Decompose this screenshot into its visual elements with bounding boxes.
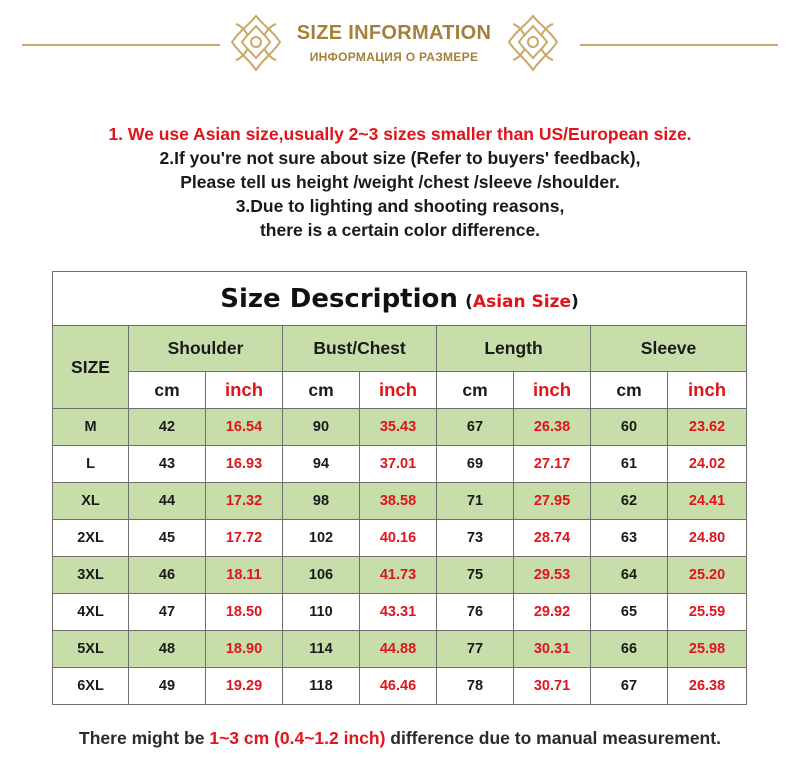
note-line-4: 3.Due to lighting and shooting reasons, — [235, 196, 565, 216]
caption-close-paren: ) — [571, 292, 579, 312]
table-caption — [53, 272, 747, 326]
cm-value-cell: 64 — [591, 557, 668, 594]
cm-value-cell: 44 — [129, 483, 206, 520]
size-label-cell: L — [53, 446, 129, 483]
ornament-right-icon — [503, 12, 563, 74]
inch-value-cell: 24.80 — [668, 520, 747, 557]
cm-value-cell: 78 — [437, 668, 514, 705]
unit-inch: inch — [668, 372, 747, 409]
size-label-cell: 4XL — [53, 594, 129, 631]
header-title-ru: ИНФОРМАЦИЯ О РАЗМЕРЕ — [309, 50, 479, 64]
inch-value-cell: 24.41 — [668, 483, 747, 520]
header-divider-left — [22, 44, 220, 46]
cm-value-cell: 102 — [283, 520, 360, 557]
inch-value-cell: 17.72 — [206, 520, 283, 557]
inch-value-cell: 26.38 — [668, 668, 747, 705]
size-label-cell: 3XL — [53, 557, 129, 594]
cm-value-cell: 48 — [129, 631, 206, 668]
table-row — [53, 668, 747, 705]
cm-value-cell: 94 — [283, 446, 360, 483]
cm-value-cell: 42 — [129, 409, 206, 446]
unit-cm: cm — [437, 372, 514, 409]
inch-value-cell: 43.31 — [360, 594, 437, 631]
inch-value-cell: 25.20 — [668, 557, 747, 594]
cm-value-cell: 67 — [591, 668, 668, 705]
cm-value-cell: 106 — [283, 557, 360, 594]
inch-value-cell: 30.71 — [514, 668, 591, 705]
group-header-sleeve: Sleeve — [591, 326, 747, 372]
unit-cm: cm — [283, 372, 360, 409]
inch-value-cell: 19.29 — [206, 668, 283, 705]
cm-value-cell: 98 — [283, 483, 360, 520]
cm-value-cell: 73 — [437, 520, 514, 557]
note-line-5: there is a certain color difference. — [259, 220, 541, 240]
measurement-disclaimer — [0, 728, 800, 749]
group-header-length: Length — [437, 326, 591, 372]
note-line-1: 1. We use Asian size,usually 2~3 sizes smaller than US/European size. — [108, 124, 692, 144]
table-row — [53, 594, 747, 631]
table-row — [53, 483, 747, 520]
size-label-cell: 5XL — [53, 631, 129, 668]
inch-value-cell: 44.88 — [360, 631, 437, 668]
cm-value-cell: 71 — [437, 483, 514, 520]
inch-value-cell: 30.31 — [514, 631, 591, 668]
cm-value-cell: 46 — [129, 557, 206, 594]
inch-value-cell: 23.62 — [668, 409, 747, 446]
inch-value-cell: 17.32 — [206, 483, 283, 520]
size-label-cell: M — [53, 409, 129, 446]
inch-value-cell: 29.53 — [514, 557, 591, 594]
disclaimer-highlight: 1~3 cm (0.4~1.2 inch) — [209, 728, 386, 748]
unit-inch: inch — [360, 372, 437, 409]
table-unit-row — [53, 372, 747, 409]
cm-value-cell: 66 — [591, 631, 668, 668]
cm-value-cell: 77 — [437, 631, 514, 668]
header-title-en: SIZE INFORMATION — [296, 22, 492, 44]
size-table-container — [52, 271, 746, 705]
cm-value-cell: 63 — [591, 520, 668, 557]
cm-value-cell: 65 — [591, 594, 668, 631]
cm-value-cell: 61 — [591, 446, 668, 483]
caption-open-paren: ( — [465, 292, 473, 312]
size-notes — [0, 122, 800, 242]
size-header-cell: SIZE — [53, 326, 129, 409]
inch-value-cell: 38.58 — [360, 483, 437, 520]
caption-main: Size Description — [220, 284, 458, 314]
inch-value-cell: 25.59 — [668, 594, 747, 631]
inch-value-cell: 35.43 — [360, 409, 437, 446]
cm-value-cell: 114 — [283, 631, 360, 668]
caption-sub: Asian Size — [472, 292, 572, 312]
cm-value-cell: 49 — [129, 668, 206, 705]
unit-inch: inch — [514, 372, 591, 409]
header-divider-right — [580, 44, 778, 46]
table-row — [53, 409, 747, 446]
size-table — [52, 271, 747, 705]
cm-value-cell: 60 — [591, 409, 668, 446]
unit-cm: cm — [591, 372, 668, 409]
cm-value-cell: 118 — [283, 668, 360, 705]
inch-value-cell: 41.73 — [360, 557, 437, 594]
group-header-shoulder: Shoulder — [129, 326, 283, 372]
inch-value-cell: 18.11 — [206, 557, 283, 594]
table-row — [53, 446, 747, 483]
table-row — [53, 520, 747, 557]
inch-value-cell: 46.46 — [360, 668, 437, 705]
table-caption-row — [53, 272, 747, 326]
note-line-2: 2.If you're not sure about size (Refer to buyers' feedback), — [159, 148, 641, 168]
ornament-left-icon — [226, 12, 286, 74]
cm-value-cell: 62 — [591, 483, 668, 520]
cm-value-cell: 43 — [129, 446, 206, 483]
inch-value-cell: 27.17 — [514, 446, 591, 483]
inch-value-cell: 18.90 — [206, 631, 283, 668]
cm-value-cell: 45 — [129, 520, 206, 557]
inch-value-cell: 25.98 — [668, 631, 747, 668]
inch-value-cell: 37.01 — [360, 446, 437, 483]
inch-value-cell: 26.38 — [514, 409, 591, 446]
inch-value-cell: 16.54 — [206, 409, 283, 446]
table-row — [53, 631, 747, 668]
size-info-header — [0, 0, 800, 90]
cm-value-cell: 76 — [437, 594, 514, 631]
cm-value-cell: 69 — [437, 446, 514, 483]
unit-inch: inch — [206, 372, 283, 409]
inch-value-cell: 16.93 — [206, 446, 283, 483]
table-row — [53, 557, 747, 594]
size-label-cell: XL — [53, 483, 129, 520]
cm-value-cell: 47 — [129, 594, 206, 631]
cm-value-cell: 110 — [283, 594, 360, 631]
disclaimer-prefix: There might be — [79, 728, 210, 748]
inch-value-cell: 29.92 — [514, 594, 591, 631]
disclaimer-suffix: difference due to manual measurement. — [385, 728, 721, 748]
inch-value-cell: 40.16 — [360, 520, 437, 557]
inch-value-cell: 24.02 — [668, 446, 747, 483]
cm-value-cell: 75 — [437, 557, 514, 594]
unit-cm: cm — [129, 372, 206, 409]
cm-value-cell: 67 — [437, 409, 514, 446]
size-label-cell: 6XL — [53, 668, 129, 705]
table-group-header-row — [53, 326, 747, 372]
group-header-bust-chest: Bust/Chest — [283, 326, 437, 372]
size-label-cell: 2XL — [53, 520, 129, 557]
inch-value-cell: 18.50 — [206, 594, 283, 631]
note-line-3: Please tell us height /weight /chest /sleeve /shoulder. — [180, 172, 620, 192]
inch-value-cell: 27.95 — [514, 483, 591, 520]
inch-value-cell: 28.74 — [514, 520, 591, 557]
cm-value-cell: 90 — [283, 409, 360, 446]
